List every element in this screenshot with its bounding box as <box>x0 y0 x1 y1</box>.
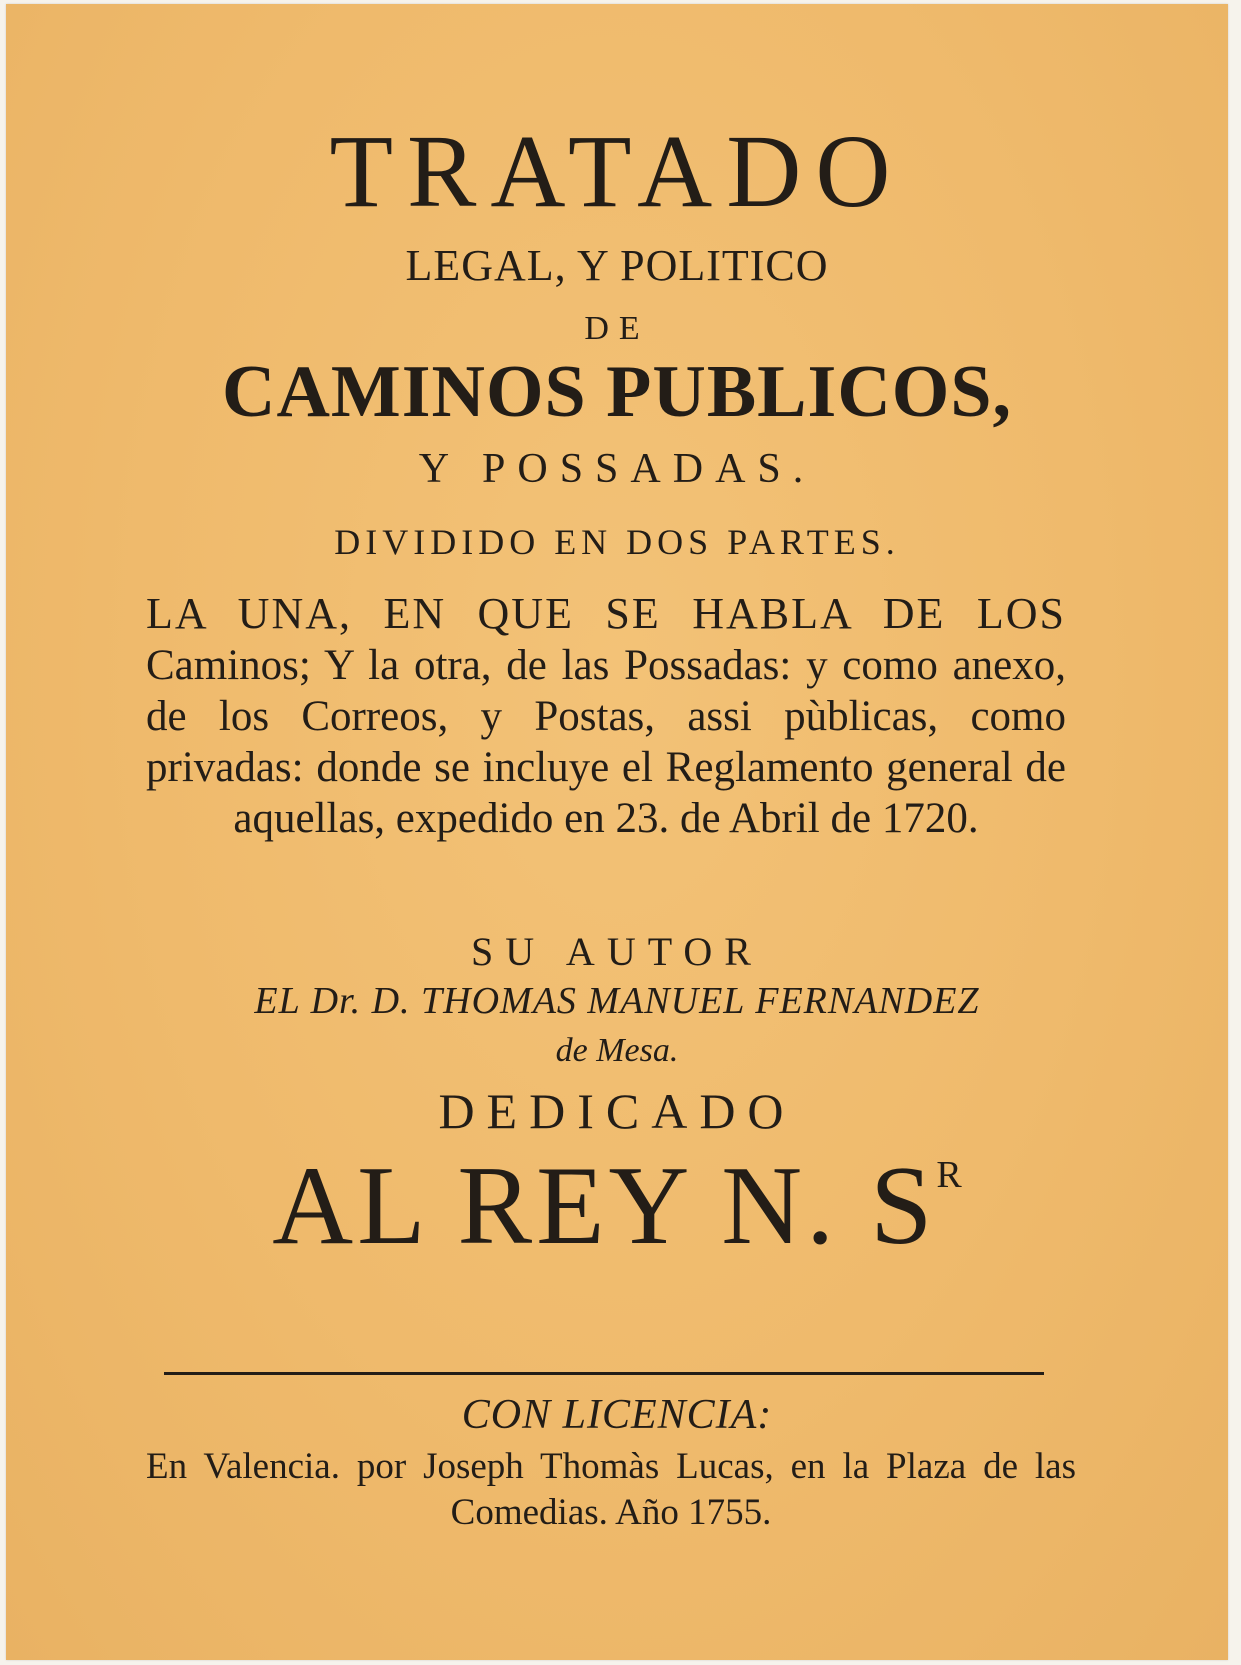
dedicatee-text: AL REY N. S <box>272 1144 937 1268</box>
division-note: DIVIDIDO EN DOS PARTES. <box>334 522 900 562</box>
dedication-label: DEDICADO <box>438 1083 796 1139</box>
title-page-paper <box>6 4 1228 1660</box>
author-label: SU AUTOR <box>471 929 763 974</box>
author-name: EL Dr. D. THOMAS MANUEL FERNANDEZ <box>254 980 980 1022</box>
author-name-continued: de Mesa. <box>555 1032 679 1069</box>
subtitle-caminos-publicos: CAMINOS PUBLICOS, <box>222 351 1012 433</box>
book-title: TRATADO <box>329 114 905 229</box>
subtitle-de: DE <box>584 310 650 347</box>
horizontal-rule <box>164 1372 1044 1375</box>
subtitle-possadas: Y POSSADAS. <box>418 446 816 492</box>
dedicatee <box>6 1144 1228 1268</box>
description-caps: LA UNA, EN QUE SE HABLA DE LOS <box>146 589 1066 638</box>
description-text: Caminos; Y la otra, de las Possadas: y como anexo, de los Correos, y Postas, assi pùblicas, como privadas: donde se incluye el Reglamento general de aquellas, expedido en 23. de Abril de 1720. <box>146 642 1066 842</box>
description-paragraph <box>146 588 1066 844</box>
license-line: CON LICENCIA: <box>461 1392 773 1438</box>
imprint: En Valencia. por Joseph Thomàs Lucas, en la Plaza de las Comedias. Año 1755. <box>146 1446 1076 1533</box>
dedicatee-superscript: R <box>936 1154 962 1196</box>
subtitle-legal-politico: LEGAL, Y POLITICO <box>405 241 829 290</box>
